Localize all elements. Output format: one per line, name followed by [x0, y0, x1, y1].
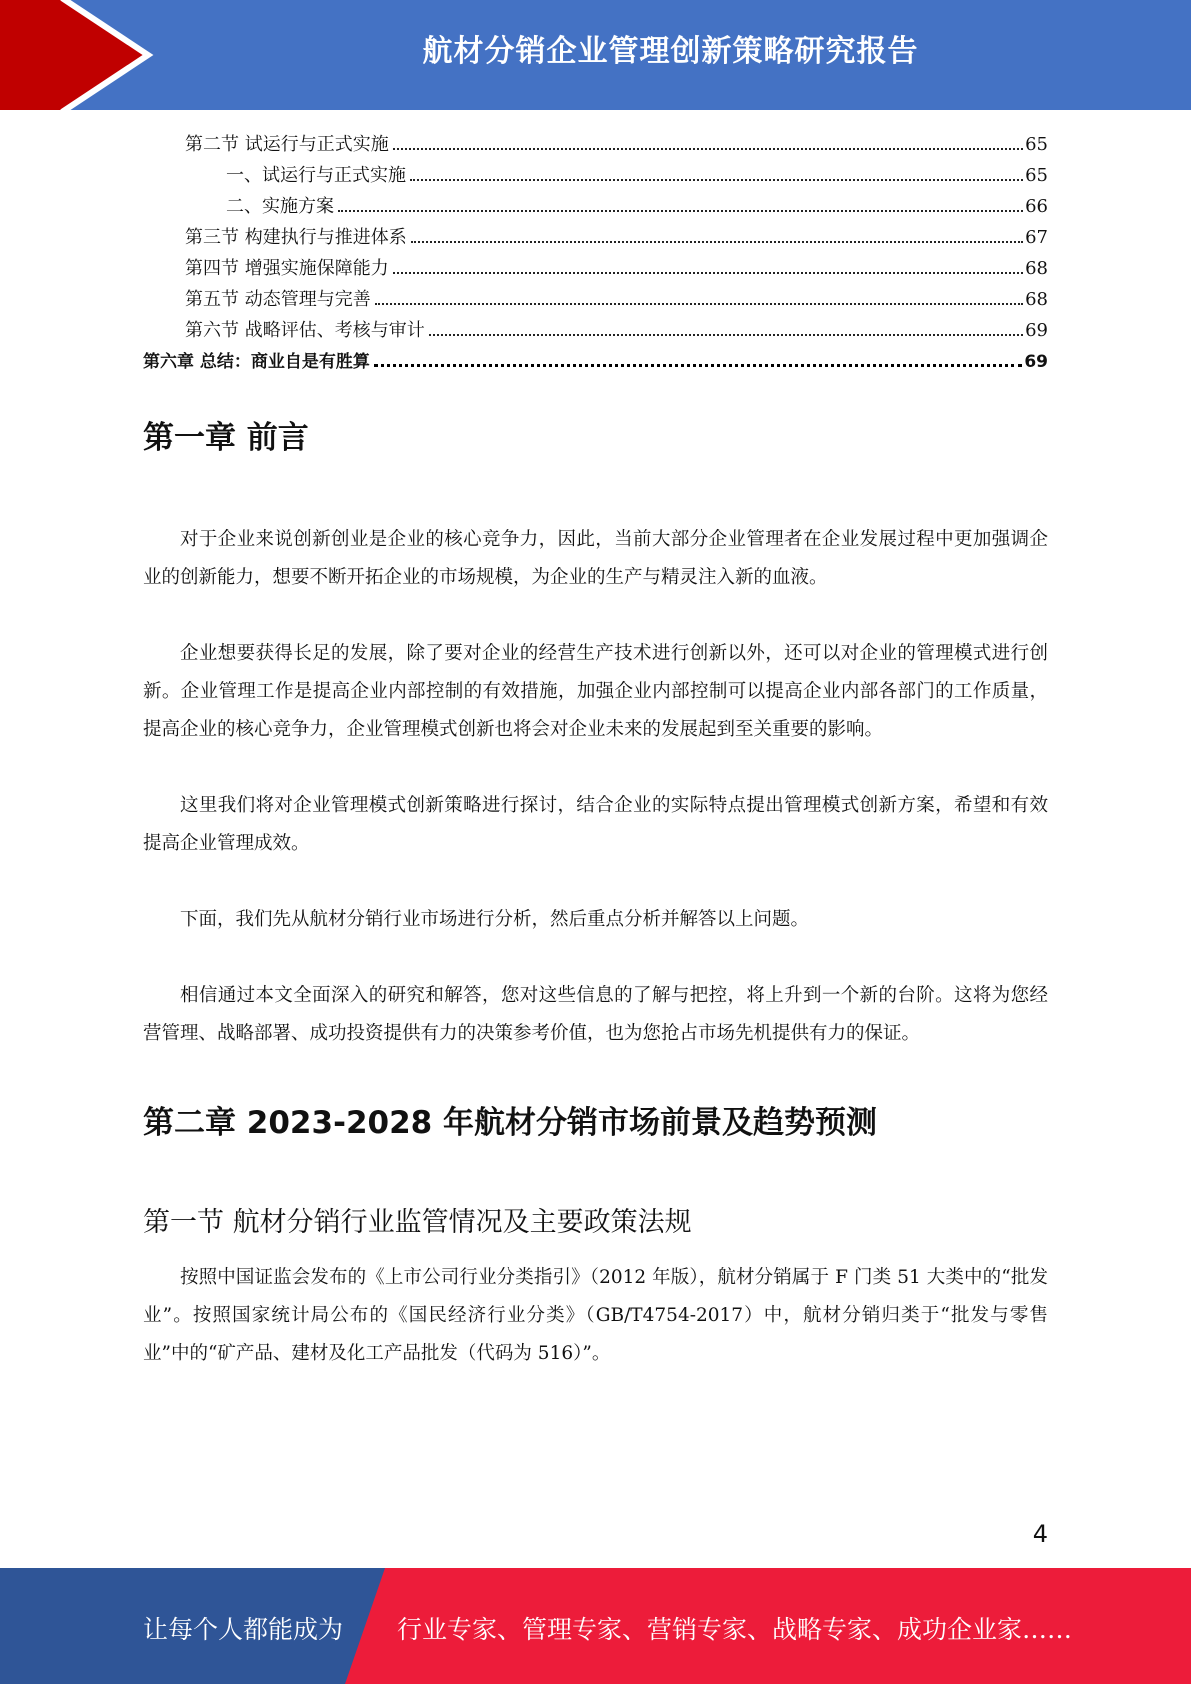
toc-leader-dots [393, 272, 1023, 274]
toc-entry-page: 68 [1025, 258, 1048, 279]
section-heading: 第一节 航材分销行业监管情况及主要政策法规 [143, 1207, 692, 1238]
footer-slogan-right: 行业专家、管理专家、营销专家、战略专家、成功企业家…… [397, 1615, 1073, 1644]
page-header [0, 0, 1191, 110]
toc-entry-label: 一、试运行与正式实施 [226, 165, 406, 186]
report-title: 航材分销企业管理创新策略研究报告 [422, 34, 919, 69]
toc-leader-dots [375, 303, 1023, 305]
document-body [143, 412, 1048, 1373]
body-paragraph: 这里我们将对企业管理模式创新策略进行探讨，结合企业的实际特点提出管理模式创新方案，希望和有效提高企业管理成效。 [143, 795, 1048, 854]
table-of-contents [143, 130, 1048, 378]
toc-entry-label: 第四节 增强实施保障能力 [185, 258, 389, 279]
toc-entry[interactable] [143, 254, 1048, 285]
toc-entry-page: 69 [1025, 320, 1048, 341]
toc-entry-page: 65 [1025, 165, 1048, 186]
body-paragraph: 按照中国证监会发布的《上市公司行业分类指引》（2012 年版），航材分销属于 F 门类 51 大类中的“批发业”。按照国家统计局公布的《国民经济行业分类》（GB/T4754-2017）中，航材分销归类于“批发与零售业”中的“矿产品、建材及化工产品批发（代码为 516）”。 [143, 1267, 1048, 1364]
toc-entry-label: 第六节 战略评估、考核与审计 [185, 320, 425, 341]
toc-entry[interactable] [143, 161, 1048, 192]
toc-entry[interactable] [143, 223, 1048, 254]
header-arrow-decoration [0, 0, 160, 110]
toc-leader-dots [429, 334, 1023, 336]
footer-slogan-left: 让每个人都能成为 [143, 1615, 344, 1644]
toc-entry-label: 第六章 总结：商业自是有胜算 [143, 352, 370, 372]
page-number: 4 [1032, 1520, 1048, 1548]
body-paragraph: 下面，我们先从航材分销行业市场进行分析，然后重点分析并解答以上问题。 [180, 909, 810, 930]
toc-entry-label: 二、实施方案 [226, 196, 334, 217]
chapter-heading: 第一章 前言 [143, 420, 309, 456]
toc-entry-page: 68 [1025, 289, 1048, 310]
toc-entry-page: 65 [1025, 134, 1048, 155]
toc-entry-page: 69 [1024, 352, 1048, 372]
toc-entry[interactable] [143, 347, 1048, 378]
toc-leader-dots [374, 364, 1022, 367]
body-paragraph: 相信通过本文全面深入的研究和解答，您对这些信息的了解与把控，将上升到一个新的台阶。这将为您经营管理、战略部署、成功投资提供有力的决策参考价值，也为您抢占市场先机提供有力的保证。 [143, 985, 1048, 1044]
toc-entry[interactable] [143, 192, 1048, 223]
toc-leader-dots [410, 179, 1023, 181]
toc-leader-dots [393, 148, 1023, 150]
toc-leader-dots [411, 241, 1023, 243]
toc-entry[interactable] [143, 316, 1048, 347]
toc-entry-label: 第三节 构建执行与推进体系 [185, 227, 407, 248]
page-footer [0, 1568, 1191, 1684]
toc-entry-page: 66 [1025, 196, 1048, 217]
toc-entry[interactable] [143, 285, 1048, 316]
toc-entry-page: 67 [1025, 227, 1048, 248]
toc-entry-label: 第五节 动态管理与完善 [185, 289, 371, 310]
toc-entry[interactable] [143, 130, 1048, 161]
chapter-heading: 第二章 2023-2028 年航材分销市场前景及趋势预测 [143, 1105, 878, 1141]
toc-entry-label: 第二节 试运行与正式实施 [185, 134, 389, 155]
body-paragraph: 对于企业来说创新创业是企业的核心竞争力，因此，当前大部分企业管理者在企业发展过程中更加强调企业的创新能力，想要不断开拓企业的市场规模，为企业的生产与精灵注入新的血液。 [143, 529, 1048, 588]
body-paragraph: 企业想要获得长足的发展，除了要对企业的经营生产技术进行创新以外，还可以对企业的管理模式进行创新。企业管理工作是提高企业内部控制的有效措施，加强企业内部控制可以提高企业内部各部门的工作质量，提高企业的核心竞争力，企业管理模式创新也将会对企业未来的发展起到至关重要的影响。 [143, 643, 1048, 740]
toc-leader-dots [338, 210, 1023, 212]
